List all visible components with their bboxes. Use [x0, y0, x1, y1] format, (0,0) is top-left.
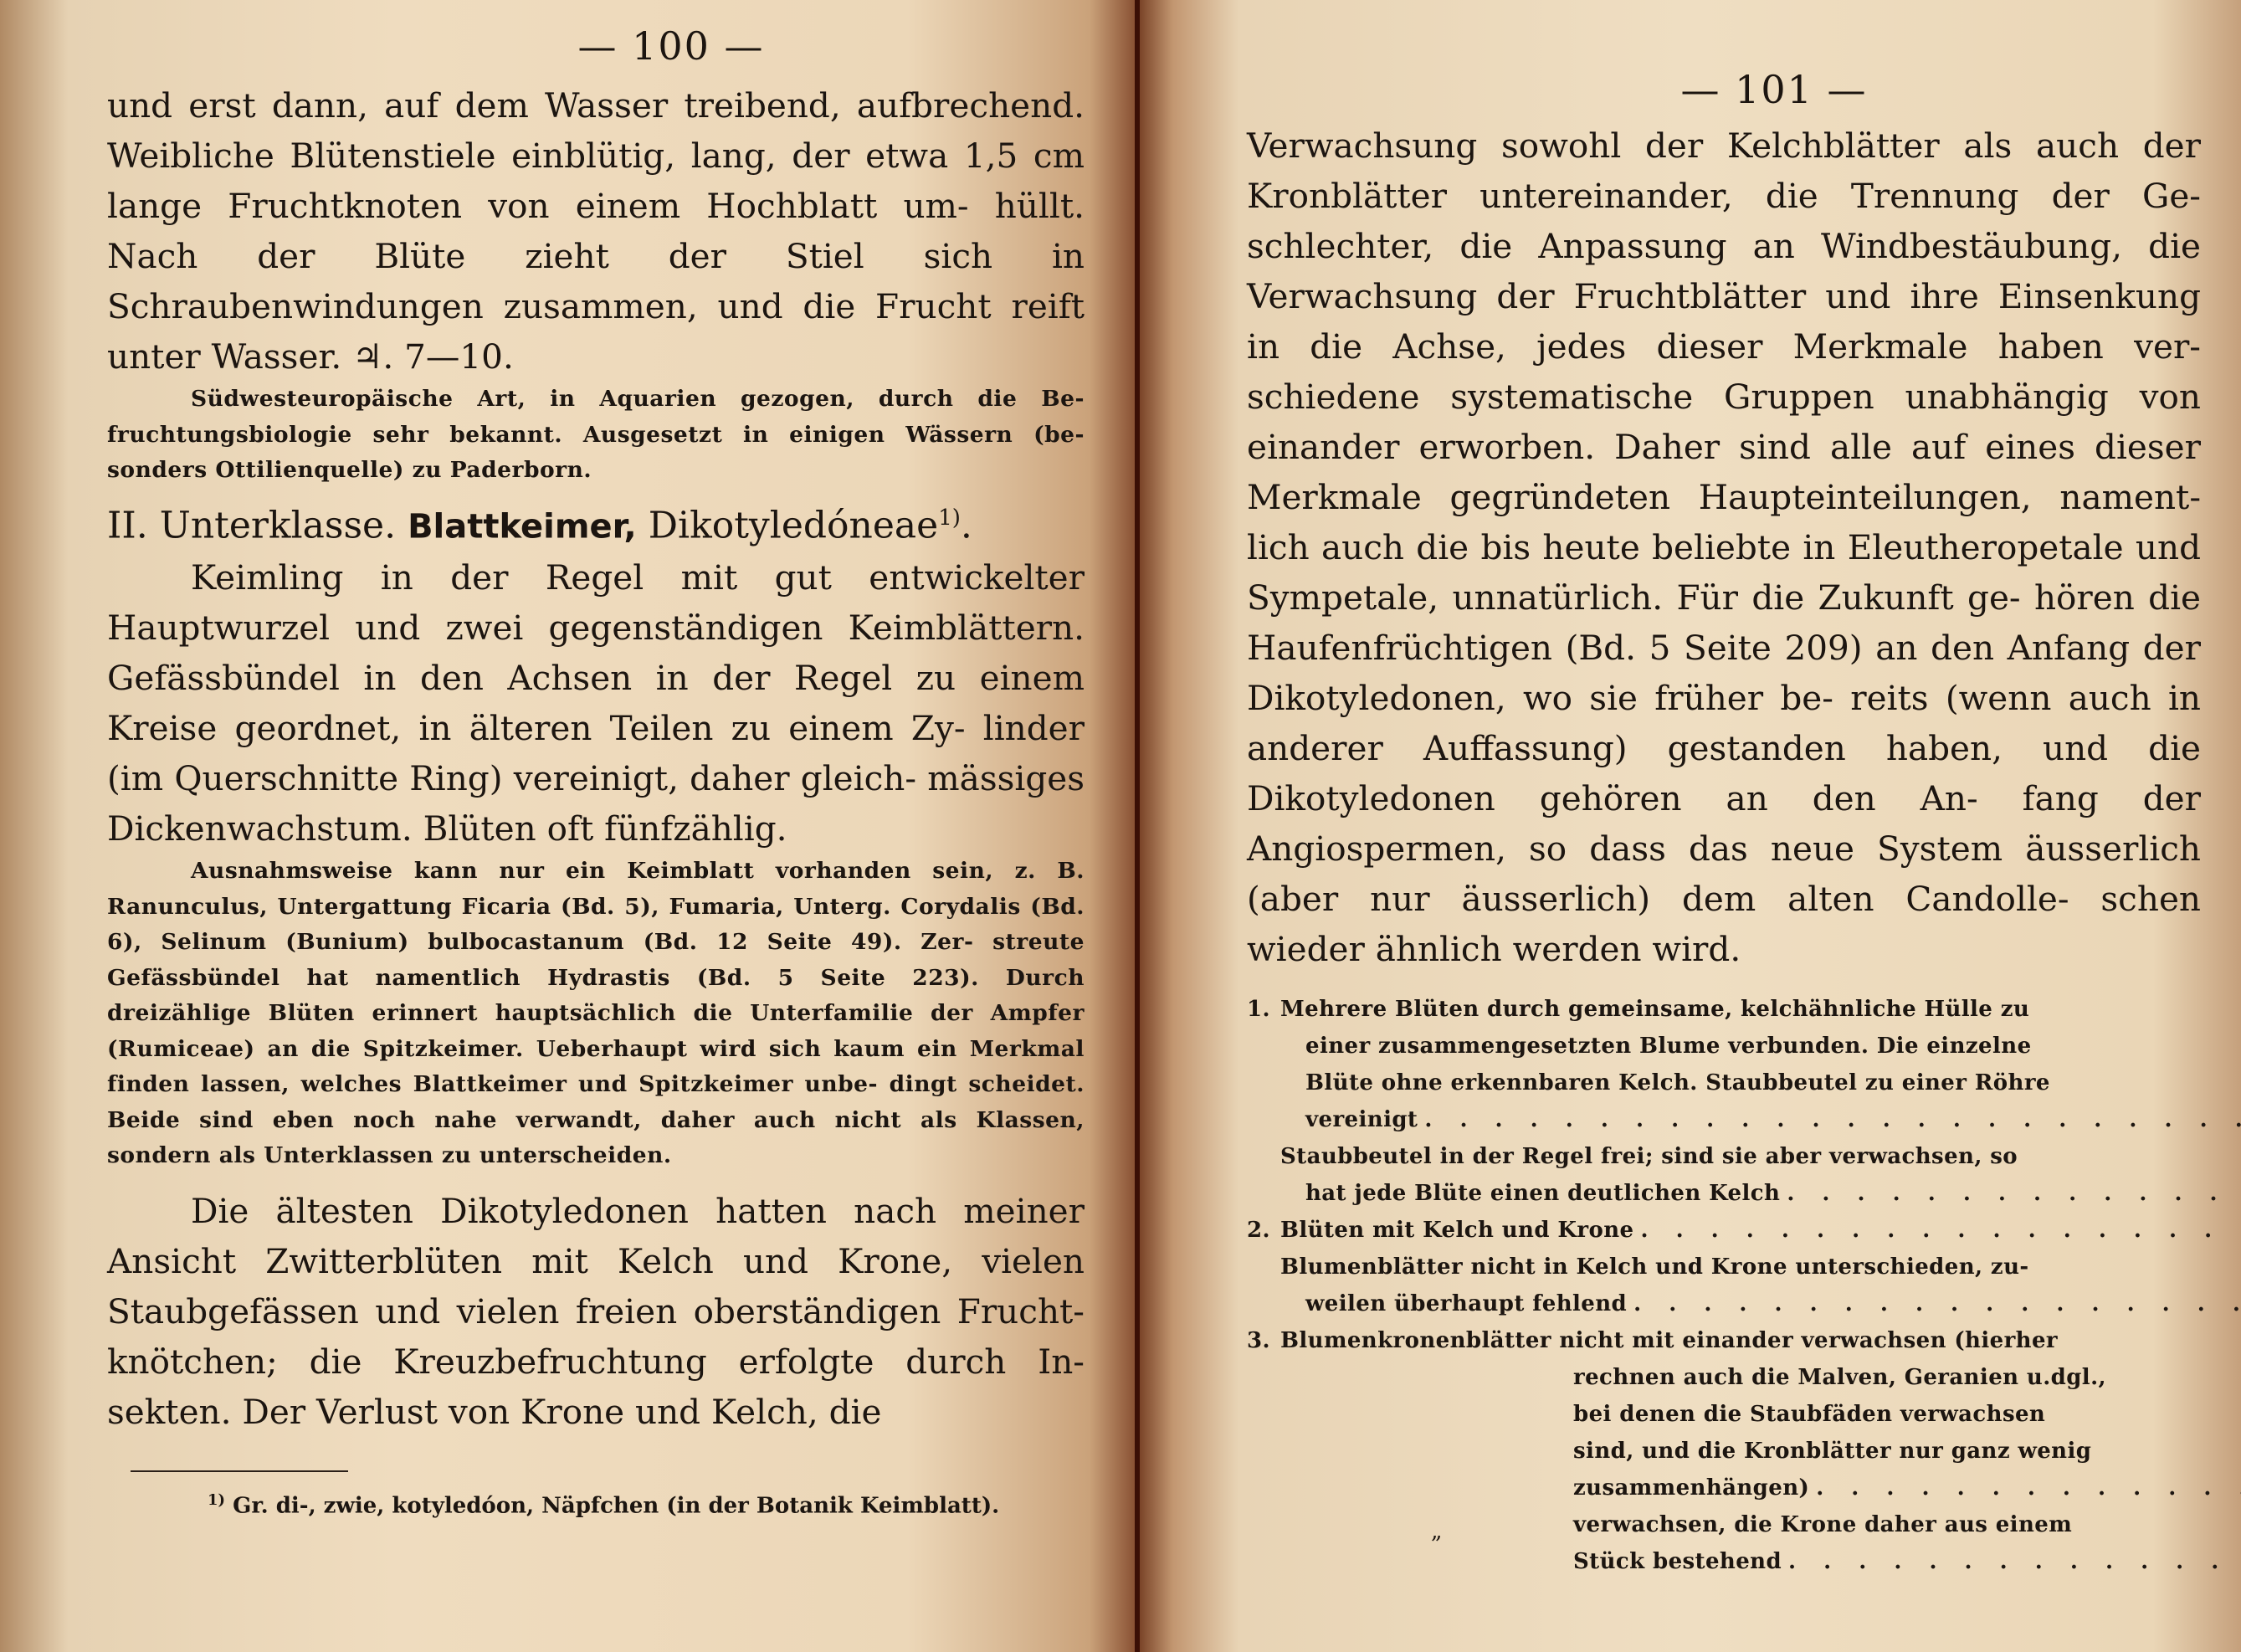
text-line: Keimling in der Regel mit gut entwickelter [191, 557, 1085, 598]
text-line: nicht als Klassen, sondern als Unterklassen zu unterscheiden. [107, 1106, 1085, 1169]
footnote-text: Gr. di-, zwie, kotyledóon, Näpfchen (in der Botanik Keimblatt). [233, 1493, 1000, 1519]
text-line: knötchen; die Kreuzbefruchtung erfolgte durch In- [107, 1341, 1085, 1382]
text-line: Ranunculus, Untergattung Ficaria (Bd. 5), Fumaria, Unterg. Corydalis [107, 893, 1021, 920]
key-line: einer zusammengesetzten Blume verbunden. Die einzelne [1305, 1034, 2032, 1059]
key-line-last: zusammenhängen) [1573, 1475, 1810, 1501]
text-line: Ausnahmsweise kann nur ein Keimblatt vorhanden sein, z. B. [191, 858, 1085, 885]
text-line: fruchtungsbiologie sehr bekannt. Ausgesetzt in einigen Wässern (be- [107, 421, 1085, 448]
heading-latin-name: Dikotyledóneae [648, 504, 939, 547]
key-entry-2 [1247, 1212, 2201, 1249]
text-line: reift unter Wasser. ♃. 7—10. [107, 286, 1085, 377]
key-entry-1b [1247, 1138, 2201, 1212]
text-line: Staubgefässen und vielen freien oberständigen Frucht- [107, 1290, 1085, 1331]
key-line-last: hat jede Blüte einen deutlichen Kelch [1305, 1181, 1781, 1206]
text-line: und erst dann, auf dem Wasser treibend, aufbrechend. [107, 85, 1085, 126]
text-line: den Anfang der Dikotyledonen, wo sie früher be- [1247, 628, 2201, 718]
text-line: Gefässbündel in den Achsen in der Regel zu einem [107, 658, 1085, 699]
right-page [1140, 0, 2241, 1652]
text-line: Verwachsung der Fruchtblätter und ihre Einsenkung [1247, 276, 2201, 316]
leader-dots [1633, 1285, 2241, 1322]
text-line: Kronblätter untereinander, die Trennung der Ge- [1247, 176, 2201, 216]
text-line: sekten. Der Verlust von Krone und Kelch, die [107, 1391, 882, 1432]
text-line: und Sympetale, unnatürlich. Für die Zukunft ge- [1247, 527, 2201, 618]
key-line-last: Stück bestehend [1573, 1549, 1782, 1574]
key-entry-1 [1247, 991, 2201, 1138]
key-entry-3 [1247, 1322, 2201, 1506]
text-line: Merkmale gegründeten Haupteinteilungen, nament- [1247, 477, 2201, 517]
key-line: bei denen die Staubfäden verwachsen [1573, 1402, 2046, 1427]
page-number-right: — 101 — [1680, 67, 1868, 112]
text-line: Schraubenwindungen zusammen, und die Frucht [107, 286, 992, 326]
text-line: Ansicht Zwitterblüten mit Kelch und Krone, vielen [107, 1240, 1085, 1281]
key-line: sind, und die Kronblätter nur ganz wenig [1573, 1439, 2092, 1464]
footnote-mark: 1) [208, 1490, 226, 1509]
text-line: Kreise geordnet, in älteren Teilen zu einem Zy- [107, 708, 966, 749]
leader-dots [1816, 1470, 2241, 1506]
text-line: äusserlich (aber nur äusserlich) dem alten Candolle- [1247, 829, 2202, 919]
page-number-left: — 100 — [577, 23, 765, 69]
text-line: schen wieder ähnlich werden wird. [1247, 879, 2201, 969]
paragraph-continuation [107, 80, 1085, 382]
footnote-divider [131, 1470, 348, 1472]
identification-key [1247, 991, 2201, 1580]
text-line: haben, und die Dikotyledonen gehören an den An- [1247, 728, 2201, 818]
text-line: lich auch die bis heute beliebte in Eleutheropetale [1247, 527, 2124, 567]
text-line: dingt scheidet. Beide sind eben noch nahe verwandt, daher auch [107, 1071, 1085, 1133]
small-print-note-exceptions [107, 854, 1085, 1174]
text-line: Die ältesten Dikotyledonen hatten nach meiner [191, 1190, 1085, 1231]
text-line: cm lange Fruchtknoten von einem Hochblatt um- [107, 136, 1085, 226]
heading-bold-name: Blattkeimer, [408, 507, 637, 546]
key-line: Blumenkronenblätter nicht mit einander verwachsen (hierher [1280, 1328, 2059, 1353]
key-line: Staubbeutel in der Regel frei; sind sie aber verwachsen, so [1280, 1144, 2018, 1169]
key-number: 3. [1247, 1328, 1270, 1353]
heading-prefix: II. Unterklasse. [107, 504, 397, 547]
key-entry-2b [1247, 1249, 2201, 1322]
text-line: dreizählige Blüten erinnert hauptsächlich die Unterfamilie der Ampfer [107, 1000, 1085, 1027]
text-line: hüllt. Nach der Blüte zieht der Stiel sich in [107, 186, 1085, 276]
key-line: verwachsen, die Krone daher aus einem [1573, 1512, 2073, 1537]
text-line: schlechter, die Anpassung an Windbestäubung, die [1247, 226, 2201, 266]
leader-dots [1424, 1101, 2241, 1138]
key-line: rechnen auch die Malven, Geranien u.dgl., [1573, 1365, 2106, 1390]
key-line-last: Blüten mit Kelch und Krone [1280, 1218, 1634, 1243]
text-line: linder (im Querschnitte Ring) vereinigt, daher gleich- [107, 708, 1085, 799]
small-print-note-distribution [107, 382, 1085, 489]
text-line: (Rumiceae) an die Spitzkeimer. Ueberhaupt wird sich kaum ein [107, 1035, 957, 1062]
text-line: reits (wenn auch in anderer Auffassung) gestanden [1247, 678, 2201, 768]
section-heading: II. Unterklasse. Blattkeimer, Dikotyledóneae$^{1)}$. [107, 504, 972, 547]
text-line: fang der Angiospermen, so dass das neue System [1247, 778, 2202, 869]
key-number: 2. [1247, 1218, 1270, 1243]
leader-dots [1788, 1543, 2241, 1580]
leader-dots [1787, 1175, 2241, 1212]
text-line: (Bd. 6), Selinum (Bunium) bulbocastanum (Bd. 12 Seite 49). Zer- [107, 893, 1085, 956]
text-line: hören die Haufenfrüchtigen (Bd. 5 Seite 209) an [1247, 577, 2201, 668]
text-line: sonders Ottilienquelle) zu Paderborn. [107, 457, 592, 483]
key-line-last: weilen überhaupt fehlend [1305, 1291, 1628, 1316]
key-number: 1. [1247, 997, 1270, 1022]
text-line: Weibliche Blütenstiele einblütig, lang, der etwa 1,5 [107, 136, 1018, 176]
leader-dots [1640, 1212, 2241, 1249]
text-line: mässiges Dickenwachstum. Blüten oft fünfzählig. [107, 758, 1085, 849]
paragraph-oldest-dicots [107, 1186, 1085, 1437]
text-line: einander erworben. Daher sind alle auf eines dieser [1247, 427, 2201, 467]
text-line: in die Achse, jedes dieser Merkmale haben ver- [1247, 326, 2201, 367]
footnote-reference: 1) [938, 505, 961, 531]
text-line: Merkmal finden lassen, welches Blattkeimer und Spitzkeimer unbe- [107, 1035, 1085, 1098]
paragraph-description [107, 552, 1085, 854]
text-line: Hauptwurzel und zwei gegenständigen Keimblättern. [107, 608, 1085, 649]
text-line: streute Gefässbündel hat namentlich Hydrastis (Bd. 5 Seite 223). Durch [107, 929, 1085, 991]
key-line-last: vereinigt [1305, 1107, 1418, 1132]
text-line: Südwesteuropäische Art, in Aquarien gezogen, durch die Be- [191, 386, 1085, 412]
key-line: Blumenblätter nicht in Kelch und Krone unterschieden, zu- [1280, 1254, 2029, 1280]
key-entry-3b [1247, 1506, 2201, 1580]
key-line: Blüte ohne erkennbaren Kelch. Staubbeutel zu einer Röhre [1305, 1070, 2050, 1095]
key-line: Mehrere Blüten durch gemeinsame, kelchähnliche Hülle zu [1280, 997, 2030, 1022]
text-line: schiedene systematische Gruppen unabhängig von [1247, 377, 2201, 417]
paragraph-continuation [1247, 121, 2201, 974]
ditto-mark: „ [1431, 1519, 1443, 1544]
footnote [107, 1484, 1085, 1523]
text-line: Verwachsung sowohl der Kelchblätter als auch der [1247, 126, 2201, 166]
